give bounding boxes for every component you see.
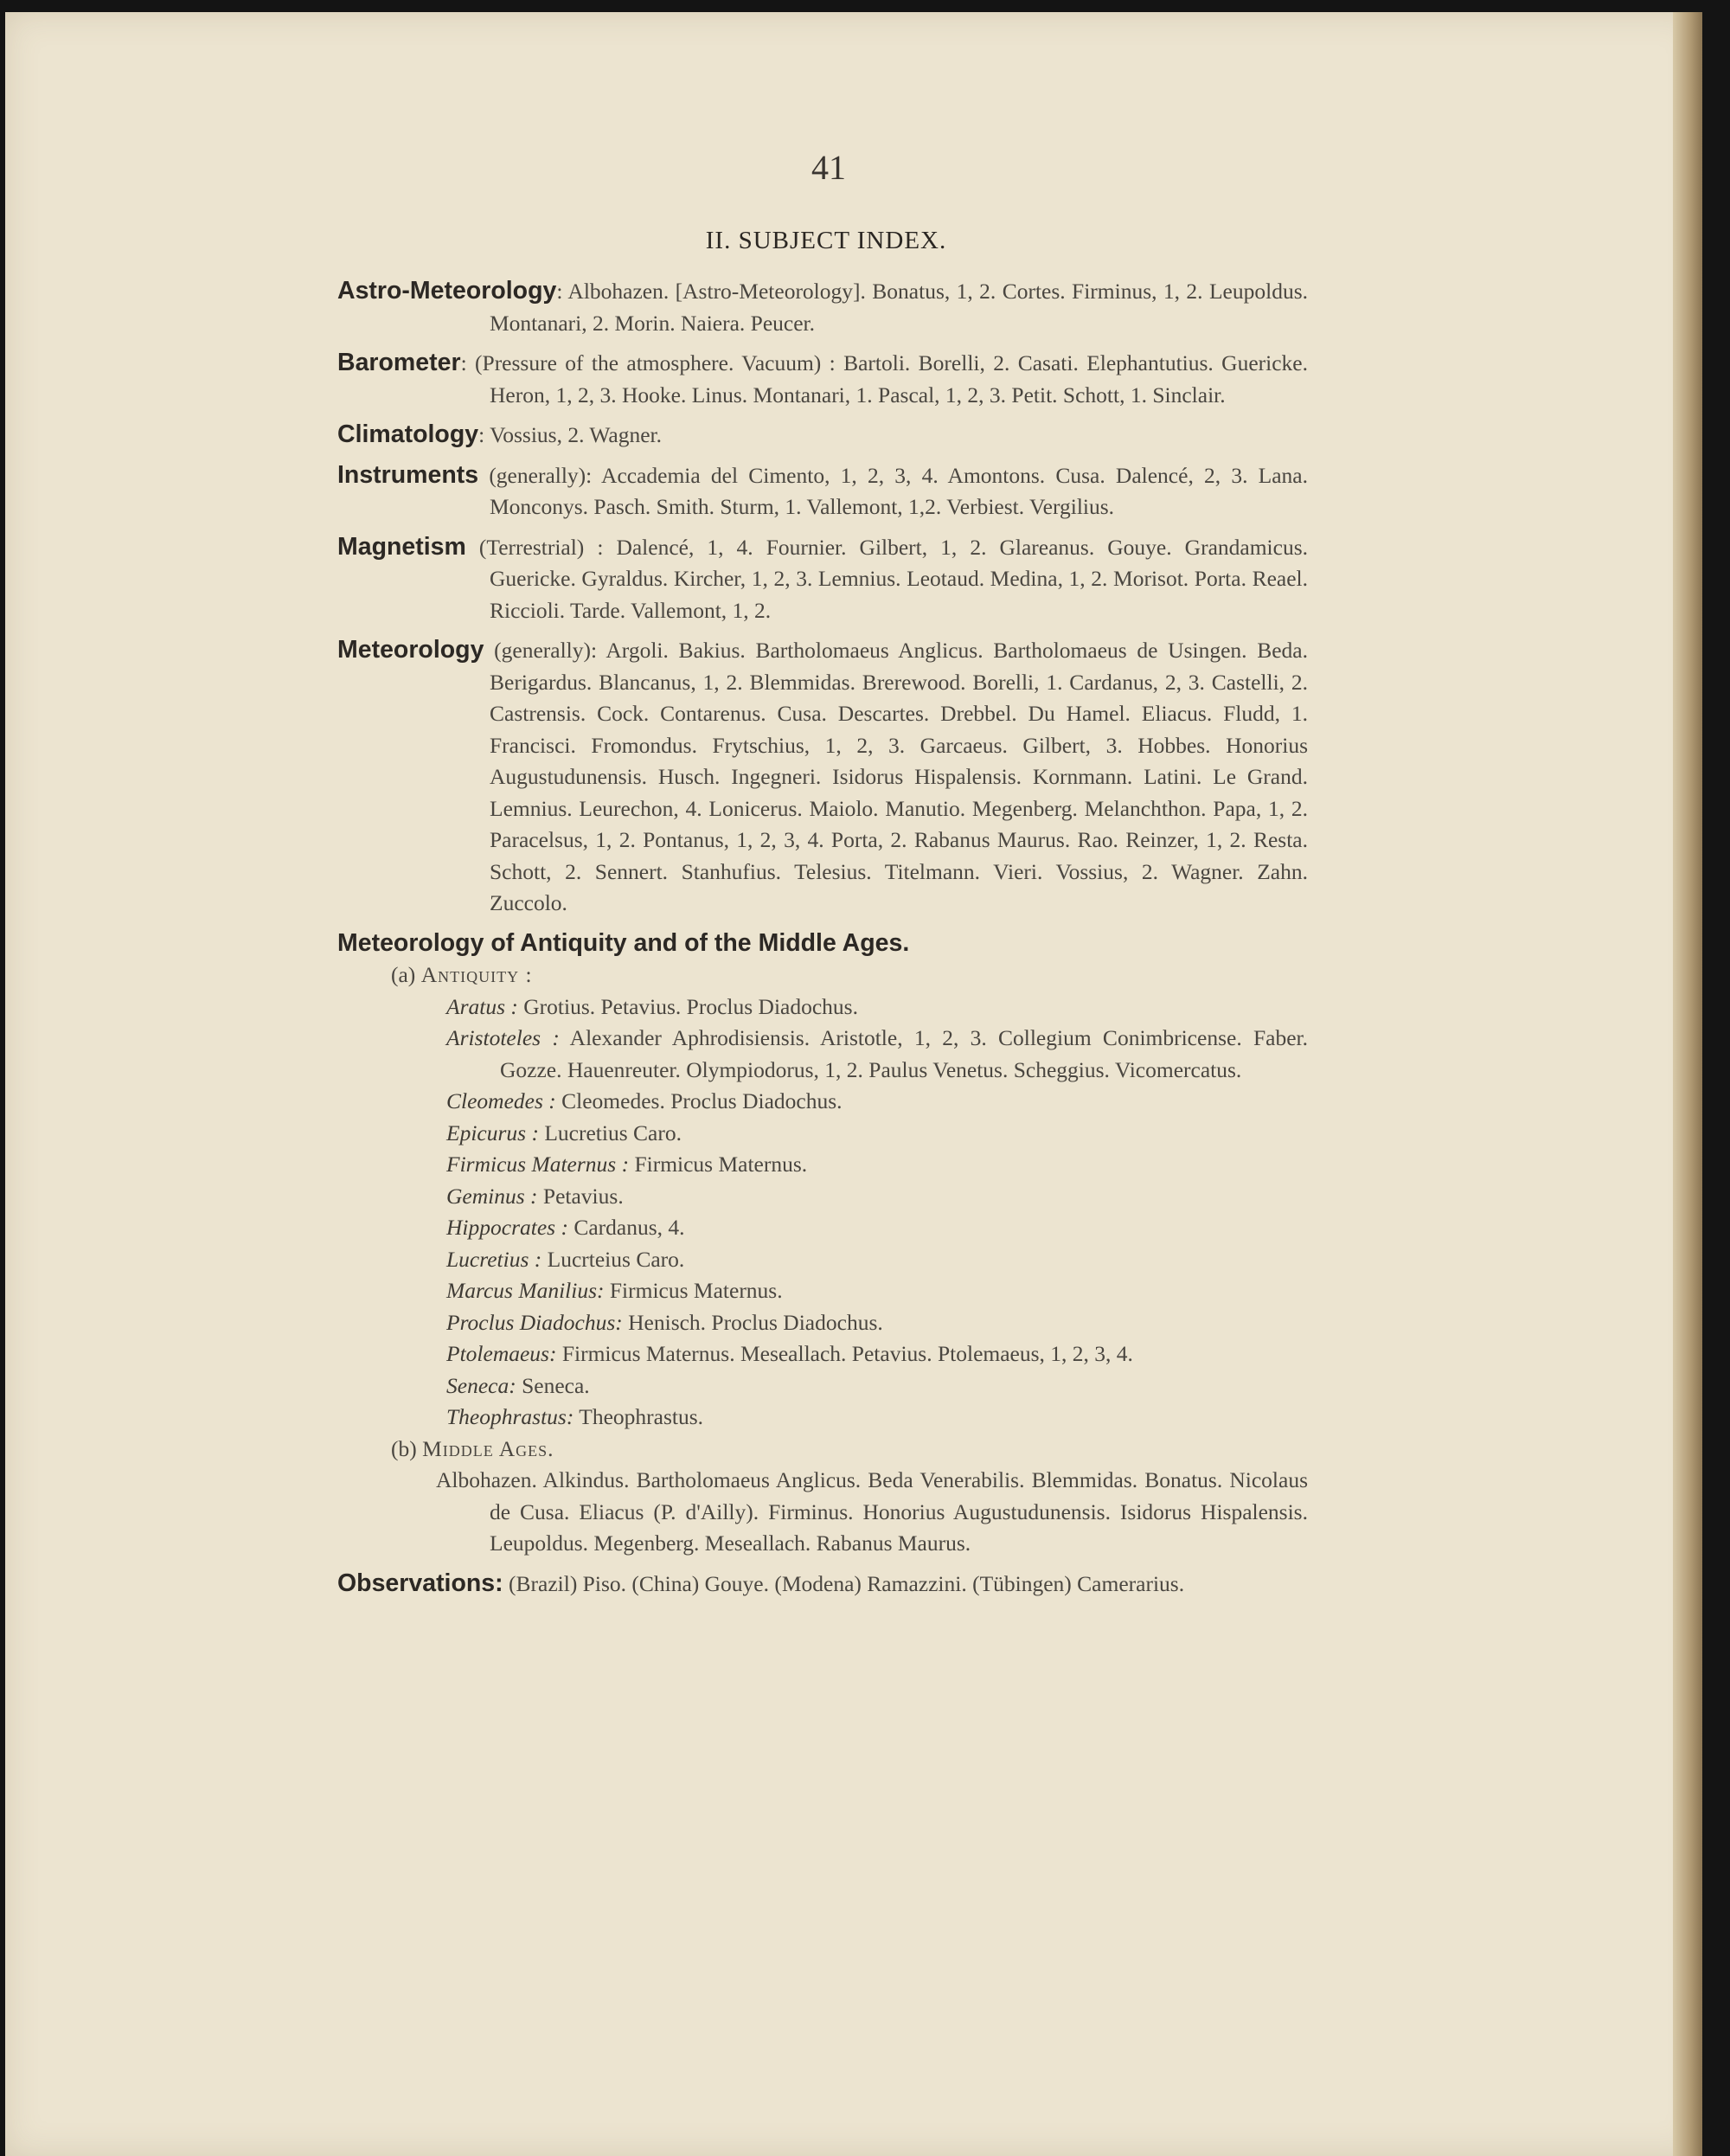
middle-ages-text: Albohazen. Alkindus. Bartholomaeus Anglicus. Beda Venerabilis. Blemmidas. Bonatus. Nicolaus de Cusa. Eliacus (P. d'Ailly). Firminus. Honorius Augustudunensis. Isidorus Hispalensis. Leupoldus. Megenberg. Meseallach. Rabanus Maurus. [436,1467,1308,1556]
index-entry-observations [337,1568,1308,1601]
antiquity-entry [337,991,1308,1023]
author-name: Ptolemaeus: [446,1341,557,1366]
antiquity-entry [337,1023,1308,1086]
antiquity-title: Antiquity : [420,962,533,987]
middle-ages-title: Middle Ages. [422,1435,554,1461]
entry-text: (Brazil) Piso. (China) Gouye. (Modena) Ramazzini. (Tübingen) Camerarius. [503,1570,1185,1596]
entry-heading: Climatology [337,420,479,448]
entry-text: (generally): Accademia del Cimento, 1, 2, 3, 4. Amontons. Cusa. Dalencé, 2, 3. Lana. Monconys. Pasch. Smith. Sturm, 1. Vallemont, 1,2. Verbiest. Vergilius. [478,462,1308,519]
author-name: Lucretius : [446,1246,542,1272]
antiquity-label: (a) [391,962,416,987]
antiquity-entry [337,1181,1308,1213]
entry-text: (Terrestrial) : Dalencé, 1, 4. Fournier. Gilbert, 1, 2. Glareanus. Gouye. Grandamicus. Guericke. Gyraldus. Kircher, 1, 2, 3. Lemnius. Leotaud. Medina, 1, 2. Morisot. Porta. Reael. Riccioli. Tarde. Vallemont, 1, 2. [465,534,1308,623]
author-name: Aristoteles : [446,1025,560,1050]
author-name: Geminus : [446,1183,538,1209]
entry-heading: Magnetism [337,532,466,561]
author-refs: Petavius. [537,1183,624,1209]
index-entry-barometer [337,347,1308,411]
entry-heading: Observations: [337,1569,503,1597]
author-refs: Firmicus Maternus. [604,1278,783,1303]
entry-text: : (Pressure of the atmosphere. Vacuum) : Bartoli. Borelli, 2. Casati. Elephantutius. Guericke. Heron, 1, 2, 3. Hooke. Linus. Montanari, 1. Pascal, 1, 2, 3. Petit. Schott, 1. Sinclair. [460,350,1308,407]
antiquity-entry [337,1244,1308,1276]
middle-ages-label: (b) [391,1435,417,1461]
index-entry-magnetism [337,531,1308,627]
author-name: Firmicus Maternus : [446,1152,630,1177]
antiquity-entry [337,1086,1308,1118]
antiquity-entry [337,1402,1308,1434]
author-name: Cleomedes : [446,1088,556,1113]
page-edge [1673,12,1702,2156]
author-refs: Seneca. [516,1372,590,1398]
index-content [337,275,1308,1600]
index-entry-instruments [337,459,1308,523]
author-name: Hippocrates : [446,1215,568,1240]
index-entry-meteorology [337,634,1308,920]
entry-text: : Albohazen. [Astro-Meteorology]. Bonatus, 1, 2. Cortes. Firminus, 1, 2. Leupoldus. Montanari, 2. Morin. Naiera. Peucer. [490,279,1308,336]
entry-heading: Barometer [337,349,461,376]
entry-heading: Astro-Meteorology [337,277,557,305]
author-refs: Grotius. Petavius. Proclus Diadochus. [517,993,858,1019]
antiquity-entry [337,1275,1308,1307]
antiquity-subheading [337,959,1308,991]
author-name: Aratus : [446,993,518,1019]
page-number: 41 [811,148,846,187]
author-refs: Henisch. Proclus Diadochus. [622,1309,883,1335]
index-entry-astro-meteorology [337,275,1308,339]
author-refs: Alexander Aphrodisiensis. Aristotle, 1, 2, 3. Collegium Conimbricense. Faber. Gozze. Hauenreuter. Olympiodorus, 1, 2. Paulus Venetus. Scheggius. Vicomercatus. [500,1025,1308,1082]
section-title: II. SUBJECT INDEX. [705,227,947,254]
author-refs: Cardanus, 4. [567,1215,685,1240]
author-name: Epicurus : [446,1120,539,1145]
author-refs: Firmicus Maternus. [629,1152,808,1177]
author-refs: Lucrteius Caro. [541,1246,685,1272]
antiquity-entry [337,1370,1308,1402]
antiquity-entry [337,1118,1308,1150]
author-name: Theophrastus: [446,1404,574,1429]
antiquity-entry [337,1307,1308,1339]
index-entry-climatology [337,419,1308,452]
antiquity-entry [337,1149,1308,1181]
author-name: Proclus Diadochus: [446,1309,623,1335]
antiquity-entry [337,1212,1308,1244]
entry-heading: Meteorology [337,636,484,664]
author-refs: Firmicus Maternus. Meseallach. Petavius. Ptolemaeus, 1, 2, 3, 4. [556,1341,1133,1366]
antiquity-entry [337,1338,1308,1370]
author-refs: Cleomedes. Proclus Diadochus. [555,1088,843,1113]
entry-text: : Vossius, 2. Wagner. [478,422,663,447]
author-name: Seneca: [446,1372,516,1398]
author-name: Marcus Manilius: [446,1278,605,1303]
author-refs: Lucretius Caro. [538,1120,682,1145]
author-refs: Theophrastus. [573,1404,704,1429]
antiquity-heading: Meteorology of Antiquity and of the Middle Ages. [337,928,910,957]
entry-heading: Instruments [337,460,479,489]
middle-ages-subheading [337,1434,1308,1466]
entry-text: (generally): Argoli. Bakius. Bartholomaeus Anglicus. Bartholomaeus de Usingen. Beda. Berigardus. Blancanus, 1, 2. Blemmidas. Brerewood. Borelli, 1. Cardanus, 2, 3. Castelli, 2. Castrensis. Cock. Contarenus. Cusa. Descartes. Drebbel. Du Hamel. Eliacus. Fludd, 1. Francisci. Fromondus. Frytschius, 1, 2, 3. Garcaeus. Gilbert, 3. Hobbes. Honorius Augustudunensis. Husch. Ingegneri. Isidorus Hispalensis. Kornmann. Latini. Le Grand. Lemnius. Leurechon, 4. Lonicerus. Maiolo. Manutio. Megenberg. Melanchthon. Papa, 1, 2. Paracelsus, 1, 2. Pontanus, 1, 2, 3, 4. Porta, 2. Rabanus Maurus. Rao. Reinzer, 1, 2. Resta. Schott, 2. Sennert. Stanhufius. Telesius. Titelmann. Vieri. Vossius, 2. Wagner. Zahn. Zuccolo. [484,638,1308,915]
